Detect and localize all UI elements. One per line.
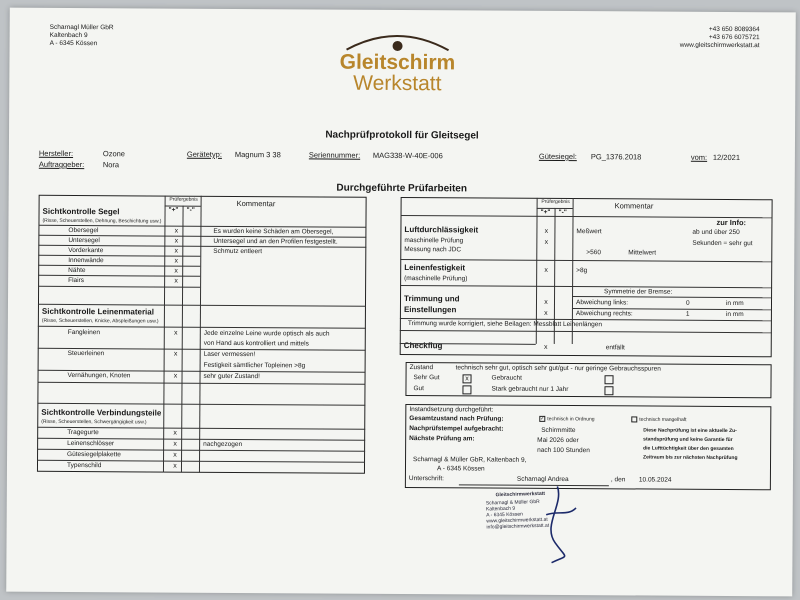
- geraetetyp-label: Gerätetyp:: [186, 149, 222, 159]
- leinen-title: Sichtkontrolle Leinenmaterial: [41, 306, 154, 317]
- verbindung-sub: (Risse, Scheuerstellen, Schwergängigkeit usw.): [41, 418, 147, 426]
- verbindung-leinenschloesser: Leinenschlösser: [67, 439, 115, 448]
- info-title: zur Info:: [716, 217, 747, 228]
- luft-info-2: Sekunden = sehr gut: [692, 239, 753, 248]
- stamp-l3: Kaltenbach 9: [485, 505, 516, 513]
- header-fields: [39, 149, 769, 179]
- mark: x: [173, 372, 178, 380]
- trimm-rechts-label: Abweichung rechts:: [575, 310, 633, 318]
- leinen-comment-2: von Hand aus kontrolliert und mittels: [203, 339, 309, 348]
- phone-2: +43 676 6075721: [708, 34, 760, 42]
- stamp-l4: A - 6345 Kössen: [486, 511, 523, 519]
- segel-title: Sichtkontrolle Segel: [42, 206, 120, 217]
- geraetetyp-value: Magnum 3 38: [234, 149, 281, 160]
- trimm-links-unit: in mm: [725, 299, 744, 308]
- final-l2: Gesamtzustand nach Prüfung:: [409, 415, 504, 423]
- mark: x: [544, 298, 548, 306]
- stamp-l2: Scharnagl & Müller GbR: [485, 498, 540, 507]
- checkbox-gut[interactable]: [462, 385, 471, 394]
- logo-text-1: Gleitschirm: [339, 50, 456, 75]
- guete-label: Gütesiegel:: [538, 151, 577, 162]
- mark: x: [173, 350, 178, 358]
- final-v5: nach 100 Stunden: [537, 446, 590, 455]
- final-addr: Scharnagl & Müller GbR, Kaltenbach 9,: [413, 456, 527, 464]
- segel-innenwaende: Innenwände: [68, 256, 104, 265]
- opt2-label: technisch mangelhaft: [639, 416, 687, 424]
- check-title: Checkflug: [403, 341, 443, 351]
- verbindung-title: Sichtkontrolle Verbindungsteile: [41, 407, 162, 418]
- trimm-title-2: Einstellungen: [403, 305, 457, 315]
- festig-title: Leinenfestigkeit: [404, 263, 466, 273]
- col-plus-right: "+": [540, 208, 551, 216]
- luft-l3: Messung nach JDC: [404, 246, 462, 254]
- note-2: standsprüfung und keine Garantie für: [643, 436, 733, 444]
- luft-title: Luftdurchlässigkeit: [404, 225, 479, 235]
- note-3: die Lufttüchtigkeit über den gesamten: [643, 445, 734, 453]
- segel-comment-1: Es wurden keine Schäden am Obersegel,: [213, 227, 334, 236]
- leinen-comment-1: Jede einzelne Leine wurde optisch als auch: [203, 329, 330, 338]
- mark: x: [544, 266, 548, 274]
- vom-label: vom:: [690, 152, 708, 162]
- trimm-links-value: 0: [685, 299, 690, 307]
- company-name: Scharnagl Müller GbR: [49, 23, 114, 32]
- col-plus: "+": [168, 206, 179, 214]
- website: www.gleitschirmwerkstatt.at: [679, 41, 760, 50]
- protocol-sheet: [6, 8, 796, 597]
- symm-label: Symmetrie der Bremse:: [604, 288, 673, 296]
- leinen-steuerleinen: Steuerleinen: [67, 349, 105, 358]
- zustand-stark: Stark gebraucht nur 1 Jahr: [491, 385, 569, 394]
- col-kommentar-right: Kommentar: [614, 201, 654, 211]
- zustand-label: Zustand: [409, 364, 434, 372]
- mark: x: [173, 429, 177, 437]
- trimm-rechts-value: 1: [685, 310, 690, 318]
- final-city: A - 6345 Kössen: [436, 465, 485, 473]
- segel-comment-3: Schmutz entleert: [213, 247, 263, 256]
- luft-messwert: Meßwert: [576, 228, 602, 236]
- trimm-note: Trimmung wurde korrigiert, siehe Beilagen: Messblatt Leinenlängen: [407, 320, 603, 329]
- mark: x: [543, 343, 548, 351]
- verbindung-typenschild: Typenschild: [66, 461, 102, 470]
- leinen-comment-4: Festigkeit sämtlicher Topleinen >8g: [203, 361, 306, 370]
- zustand-gebraucht: Gebraucht: [491, 374, 522, 382]
- festig-l2: (maschinelle Prüfung): [404, 275, 468, 283]
- luft-l2: maschinelle Prüfung: [404, 237, 464, 245]
- final-l3: Nachprüfstempel aufgebracht:: [409, 425, 504, 433]
- leinen-vernaehungen: Vernähungen, Knoten: [67, 371, 131, 380]
- segel-vorderkante: Vorderkante: [68, 246, 104, 255]
- mark: x: [544, 309, 548, 317]
- company-city: A - 6345 Kössen: [49, 40, 98, 48]
- checkbox-gebraucht[interactable]: [605, 375, 614, 384]
- segel-naehte: Nähte: [68, 266, 86, 275]
- mark: x: [174, 237, 179, 245]
- auftrag-value: Nora: [102, 160, 120, 170]
- mark: x: [544, 227, 549, 235]
- final-v3: Schirmmitte: [541, 426, 576, 435]
- mark: x: [544, 238, 549, 246]
- stamp-l6: info@gleitschirmwerkstatt.at: [486, 522, 550, 531]
- serien-value: MAG338-W-40E-006: [372, 150, 443, 161]
- segel-sub: (Risse, Scheuerstellen, Dehnung, Beschichtung usw.): [42, 217, 162, 225]
- col-kommentar: Kommentar: [236, 198, 276, 209]
- opt-mangelhaft[interactable]: [631, 416, 686, 423]
- final-l1: Instandsetzung durchgeführt:: [409, 406, 494, 414]
- final-unter: Unterschrift:: [408, 475, 444, 483]
- final-den: , den: [610, 476, 626, 484]
- leinen-comment-5: sehr guter Zustand!: [203, 372, 260, 381]
- luft-mittelwert: Mittelwert: [628, 249, 657, 257]
- col-ergebnis: Prüfergebnis: [169, 196, 198, 203]
- mark: x: [174, 329, 178, 337]
- logo-text-2: Werkstatt: [353, 71, 442, 96]
- mark: x: [174, 227, 179, 235]
- mark: x: [174, 267, 178, 275]
- logo-arc-icon: [343, 28, 453, 53]
- company-stamp: [468, 489, 620, 571]
- trimm-rechts-unit: in mm: [725, 310, 744, 319]
- guete-value: PG_1376.2018: [590, 152, 642, 162]
- segel-comment-2: Untersegel und an den Profilen festgestellt.: [213, 237, 338, 246]
- serien-label: Seriennummer:: [308, 150, 361, 160]
- final-name: Scharnagl Andrea: [516, 475, 569, 484]
- luft-value: >560: [586, 249, 601, 257]
- segel-flairs: Flairs: [68, 276, 85, 285]
- vom-value: 12/2021: [712, 152, 741, 163]
- mark: x: [174, 277, 178, 285]
- luft-info-1: ab und über 250: [692, 228, 740, 237]
- mark: x: [173, 440, 177, 448]
- note-1: Diese Nachprüfung ist eine aktuelle Zu-: [643, 427, 737, 435]
- col-ergebnis-right: Prüfergebnis: [541, 198, 570, 206]
- hersteller-label: Hersteller:: [38, 148, 74, 158]
- leinen-fangleinen: Fangleinen: [67, 328, 101, 337]
- hersteller-value: Ozone: [102, 149, 126, 159]
- section-title: Durchgeführte Prüfarbeiten: [336, 182, 468, 195]
- note-4: Zeitraum bis zur nächsten Nachprüfung: [643, 454, 738, 462]
- col-minus-right: "-": [558, 208, 567, 217]
- zustand-text: technisch sehr gut, optisch sehr gut/gut - nur geringe Gebrauchsspuren: [455, 364, 661, 373]
- stamp-l5: www.gleitschirmwerkstatt.at: [486, 516, 548, 525]
- mark: x: [173, 462, 177, 470]
- trimm-title: Trimmung und: [403, 294, 460, 304]
- phone-1: +43 650 8089364: [708, 25, 760, 34]
- verbindung-guetesiegel: Gütesiegelplakette: [67, 450, 121, 459]
- company-logo: [327, 28, 467, 97]
- mark: x: [174, 247, 179, 255]
- final-notes: [643, 427, 769, 461]
- signature-icon: [527, 484, 589, 566]
- checkbox-sehr-gut[interactable]: x: [463, 374, 472, 383]
- company-contact: [680, 26, 760, 51]
- checkbox-stark[interactable]: [604, 386, 613, 395]
- segel-untersegel: Untersegel: [68, 236, 100, 245]
- auftrag-label: Auftraggeber:: [38, 159, 85, 170]
- final-date: 10.05.2024: [638, 476, 672, 484]
- mark: x: [174, 257, 179, 265]
- final-v4: Mai 2026 oder: [537, 436, 579, 445]
- trimm-links-label: Abweichung links:: [575, 299, 629, 307]
- mark: x: [173, 451, 177, 459]
- document-title: Nachprüfprotokoll für Gleitsegel: [325, 129, 479, 142]
- col-minus: "-": [186, 206, 195, 214]
- stamp-l1: Gleitschirmwerkstatt: [495, 490, 546, 499]
- company-street: Kaltenbach 9: [49, 31, 88, 40]
- segel-obersegel: Obersegel: [68, 226, 99, 235]
- zustand-sehr-gut: Sehr Gut: [413, 374, 440, 382]
- verbindung-tragegurte: Tragegurte: [67, 428, 99, 437]
- leinen-sub: (Risse, Scheuerstellen, Knicke, Abspleißungen usw.): [41, 317, 159, 325]
- check-comment: entfällt: [605, 344, 625, 352]
- leinen-comment-3: Laser vermessen!: [203, 350, 256, 359]
- opt1-label: technisch in Ordnung: [547, 416, 595, 423]
- company-address: [50, 24, 114, 49]
- final-l4: Nächste Prüfung am:: [409, 435, 475, 443]
- verbindung-comment: nachgezogen: [203, 440, 243, 449]
- festig-value: >8g: [576, 267, 588, 275]
- zustand-gut: Gut: [413, 385, 424, 393]
- opt-in-ordnung[interactable]: ✓ technisch in Ordnung: [540, 415, 595, 423]
